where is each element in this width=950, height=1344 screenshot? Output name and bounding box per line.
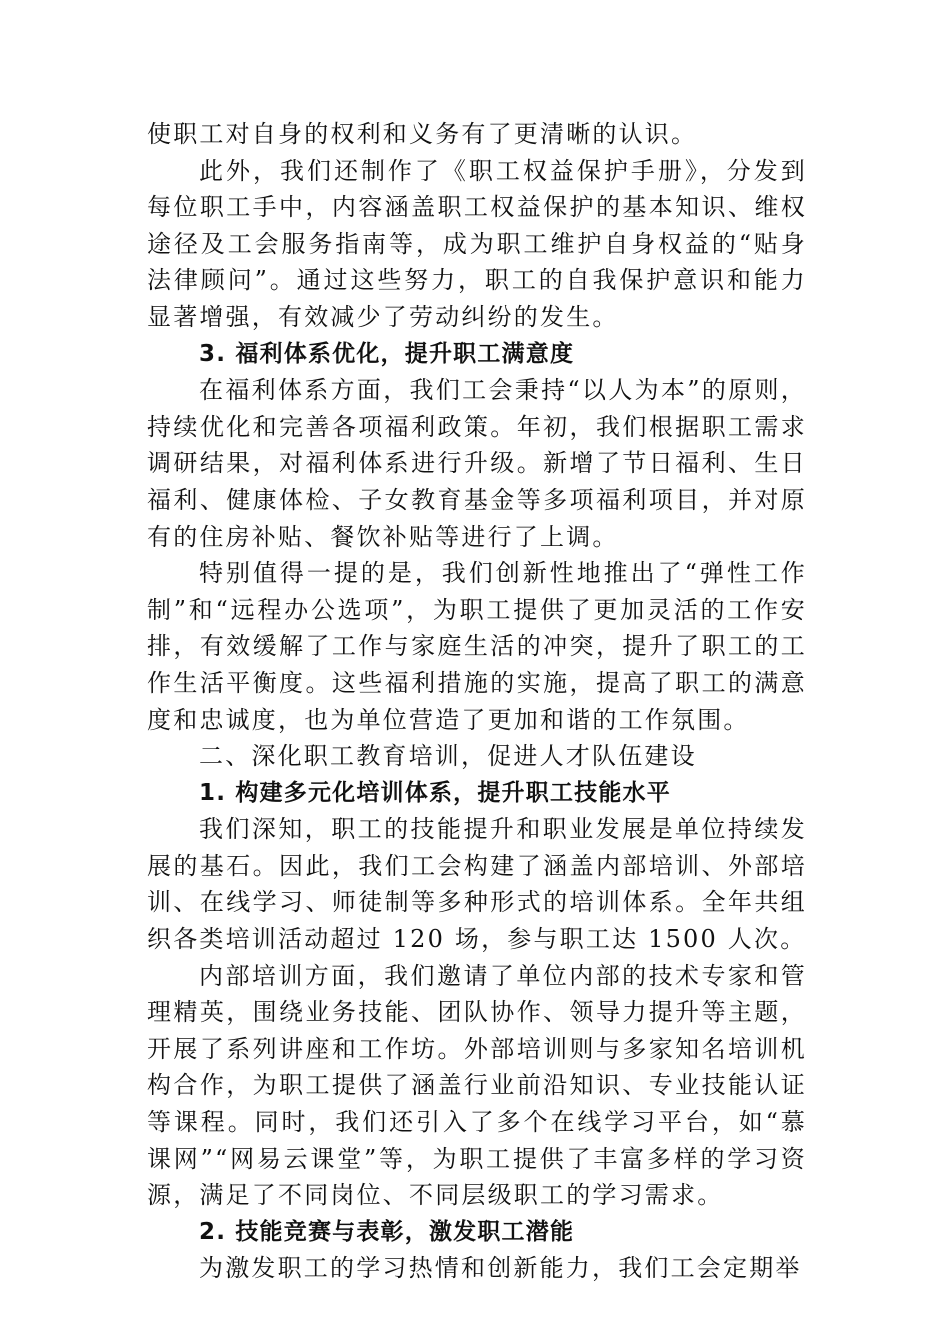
subsection-heading: 1. 构建多元化培训体系，提升职工技能水平 [199,779,671,806]
subsection-heading: 2. 技能竞赛与表彰，激发职工潜能 [199,1218,575,1245]
paragraph: 我们深知，职工的技能提升和职业发展是单位持续发展的基石。因此，我们工会构建了涵盖内部培训、外部培训、在线学习、师徒制等多种形式的培训体系。全年共组织各类培训活动超过 120 场，参与职工达 1500 人次。 [147,815,807,954]
paragraph: 此外，我们还制作了《职工权益保护手册》，分发到每位职工手中，内容涵盖职工权益保护的基本知识、维权途径及工会服务指南等，成为职工维护自身权益的“贴身法律顾问”。通过这些努力，职工的自我保护意识和能力显著增强，有效减少了劳动纠纷的发生。 [147,156,807,331]
paragraph: 使职工对自身的权利和义务有了更清晰的认识。 [147,120,698,148]
document-page [147,116,807,1287]
paragraph: 内部培训方面，我们邀请了单位内部的技术专家和管理精英，围绕业务技能、团队协作、领导力提升等主题，开展了系列讲座和工作坊。外部培训则与多家知名培训机构合作，为职工提供了涵盖行业前沿知识、专业技能认证等课程。同时，我们还引入了多个在线学习平台，如“慕课网”“网易云课堂”等，为职工提供了丰富多样的学习资源，满足了不同岗位、不同层级职工的学习需求。 [147,961,807,1210]
paragraph: 为激发职工的学习热情和创新能力，我们工会定期举 [199,1254,802,1283]
subsection-heading: 3. 福利体系优化，提升职工满意度 [199,340,575,367]
paragraph: 在福利体系方面，我们工会秉持“以人为本”的原则，持续优化和完善各项福利政策。年初，我们根据职工需求调研结果，对福利体系进行升级。新增了节日福利、生日福利、健康体检、子女教育基金等多项福利项目，并对原有的住房补贴、餐饮补贴等进行了上调。 [147,376,807,551]
section-heading: 二、深化职工教育培训，促进人才队伍建设 [199,742,697,771]
paragraph: 特别值得一提的是，我们创新性地推出了“弹性工作制”和“远程办公选项”，为职工提供了更加灵活的工作安排，有效缓解了工作与家庭生活的冲突，提升了职工的工作生活平衡度。这些福利措施的实施，提高了职工的满意度和忠诚度，也为单位营造了更加和谐的工作氛围。 [147,559,807,734]
